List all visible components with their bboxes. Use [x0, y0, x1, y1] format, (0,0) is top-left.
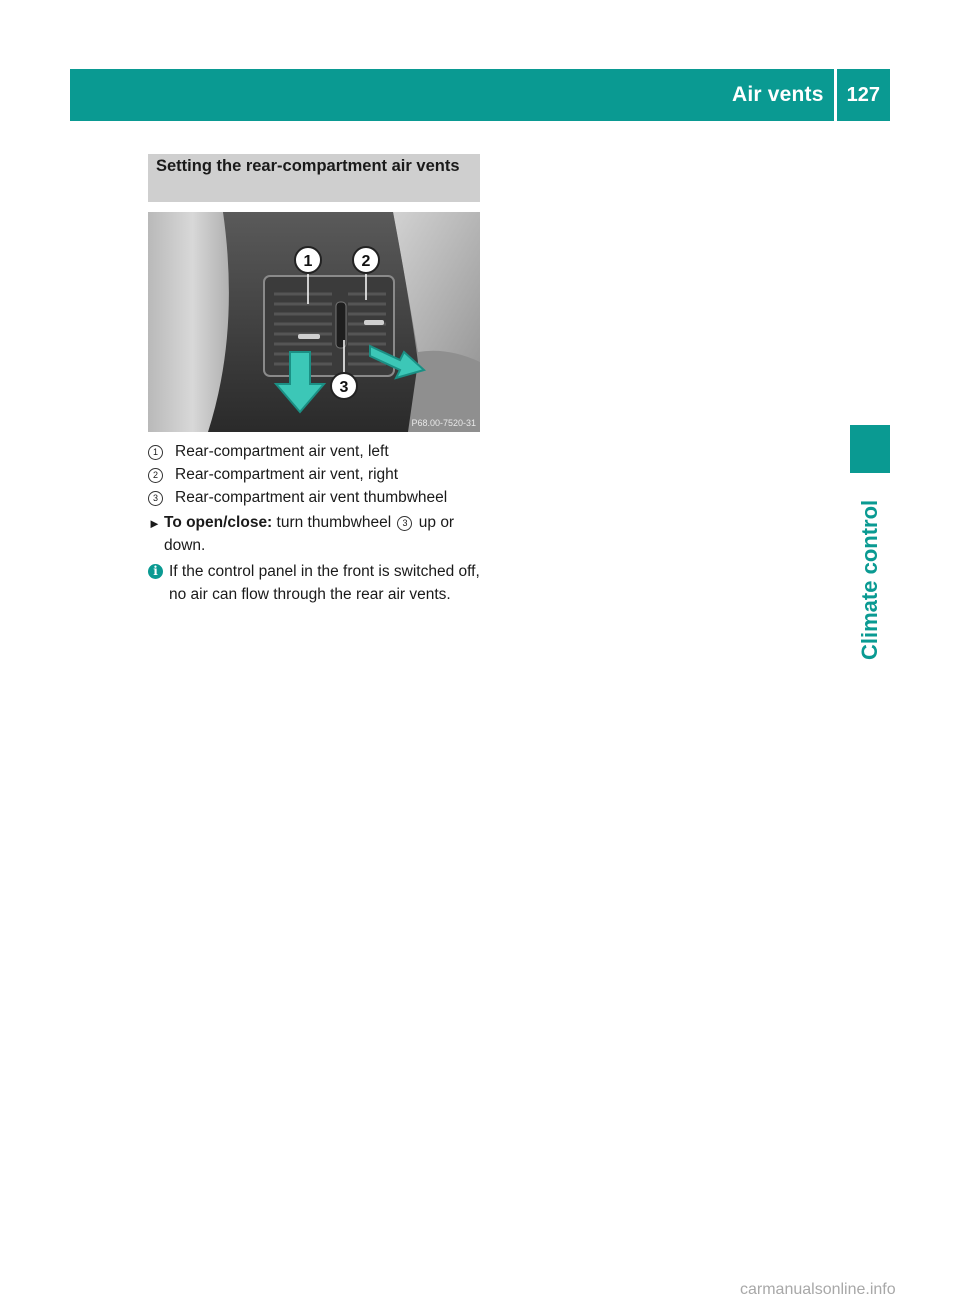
- vent-left-tab: [298, 334, 320, 339]
- header-title: Air vents: [731, 83, 824, 106]
- instruction-label: To open/close:: [164, 514, 273, 531]
- info-note: [148, 560, 484, 606]
- legend-text-1: Rear-compartment air vent, left: [175, 443, 389, 460]
- side-tab: [850, 425, 890, 473]
- side-tab-label: Climate control: [857, 499, 882, 660]
- legend-text-3: Rear-compartment air vent thumbwheel: [175, 489, 448, 506]
- section-heading: Setting the rear-compartment air vents: [148, 154, 480, 202]
- callout-label-1: 1: [303, 253, 313, 270]
- info-text: If the control panel in the front is switched off, no air can flow through the rear air vents.: [169, 563, 480, 603]
- content: [148, 440, 484, 606]
- legend-number-1: 1: [148, 445, 163, 460]
- legend-text-2: Rear-compartment air vent, right: [175, 466, 399, 483]
- instruction-text-before: turn thumbwheel: [276, 514, 392, 531]
- legend-number-3: 3: [148, 491, 163, 506]
- legend-item-3: [148, 486, 484, 509]
- instruction-ref: 3: [397, 516, 412, 531]
- page-number: 127: [846, 83, 880, 106]
- vent-right-tab: [364, 320, 384, 325]
- instruction: [148, 511, 484, 557]
- watermark: carmanualsonline.info: [740, 1281, 896, 1298]
- instruction-arrow-icon: ►: [148, 516, 161, 531]
- vent-housing: [264, 276, 394, 376]
- legend-item-1: [148, 440, 484, 463]
- figure-code: P68.00-7520-31: [411, 418, 476, 428]
- callout-label-2: 2: [361, 253, 371, 270]
- rear-vent-photo: [148, 212, 480, 432]
- legend-item-2: [148, 463, 484, 486]
- instruction-text-after: up or down.: [164, 514, 455, 554]
- info-icon: i: [148, 564, 163, 579]
- callout-label-3: 3: [339, 379, 349, 396]
- header-bar: [70, 69, 890, 121]
- legend-number-2: 2: [148, 468, 163, 483]
